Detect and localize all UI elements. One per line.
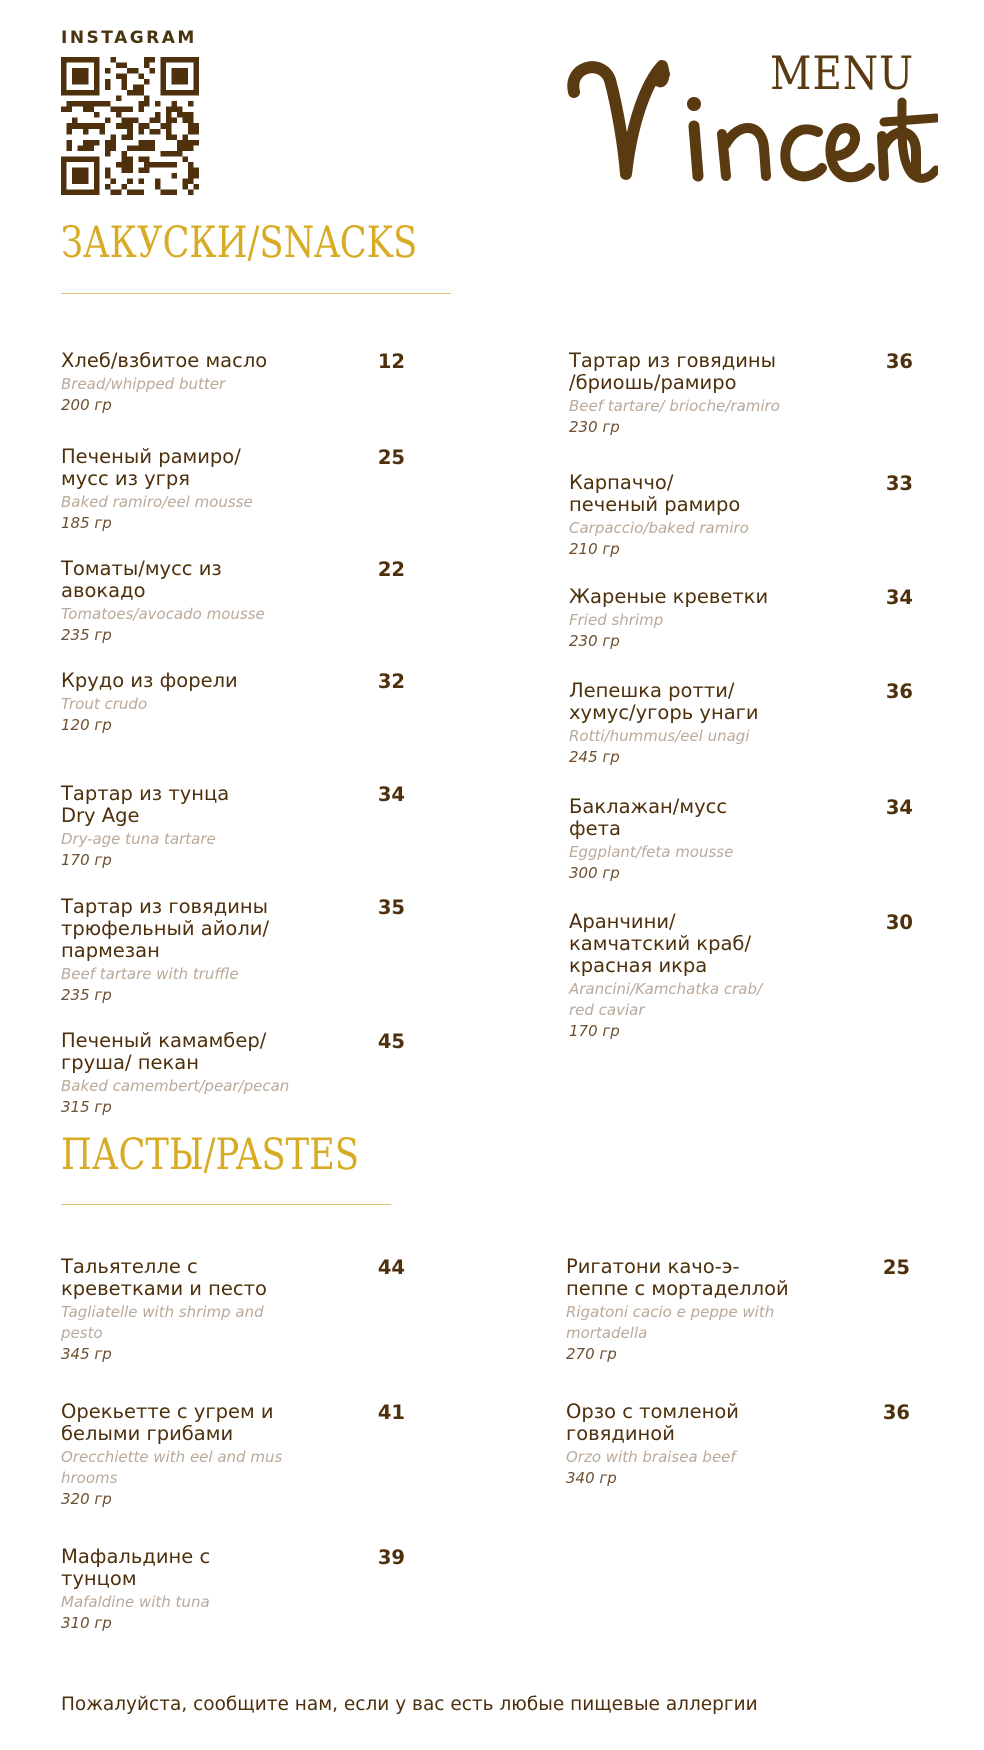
menu-item-description: Baked camembert/pear/pecan [61,1077,290,1095]
menu-item-weight: 310 гр [61,1614,112,1632]
section-title-pastes: ПАСТЫ/PASTES [61,1130,360,1180]
menu-item-description: Orzo with braisea beef [566,1448,736,1466]
menu-item-description: Baked ramiro/eel mousse [61,493,253,511]
menu-item-weight: 245 гр [569,748,620,766]
vincent-logo [566,52,938,192]
menu-item-price: 36 [885,350,913,373]
menu-item-name: Карпаччо/ печеный рамиро [569,471,741,516]
menu-item-weight: 345 гр [61,1345,112,1363]
menu-item-name: Лепешка ротти/ хумус/угорь унаги [569,679,759,724]
menu-heading: MENU [770,46,915,100]
menu-item-name: Баклажан/мусс фета [569,795,728,840]
menu-item-price: 36 [885,680,913,703]
instagram-qr-code[interactable] [61,57,199,195]
menu-item-price: 34 [377,783,405,806]
menu-item-name: Орзо с томленой говядиной [566,1400,739,1445]
menu-item-description: Fried shrimp [569,611,664,629]
menu-item-name: Крудо из форели [61,669,238,692]
menu-item-price: 34 [885,796,913,819]
allergy-notice: Пожалуйста, сообщите нам, если у вас есть любые пищевые аллергии [61,1694,758,1715]
menu-item-price: 36 [882,1401,910,1424]
menu-item-description: Arancini/Kamchatka crab/ red caviar [569,980,763,1019]
menu-item-description: Carpaccio/baked ramiro [569,519,749,537]
menu-item-weight: 320 гр [61,1490,112,1508]
menu-item-price: 34 [885,586,913,609]
menu-item-name: Печеный рамиро/ мусс из угря [61,445,241,490]
menu-item-description: Rigatoni cacio e peppe with mortadella [566,1303,775,1342]
menu-item-weight: 170 гр [569,1022,620,1040]
menu-item-description: Trout crudo [61,695,148,713]
menu-item-weight: 270 гр [566,1345,617,1363]
menu-item-name: Томаты/мусс из авокадо [61,557,222,602]
menu-item-weight: 235 гр [61,626,112,644]
menu-item-price: 35 [377,896,405,919]
menu-item-price: 22 [377,558,405,581]
menu-item-price: 30 [885,911,913,934]
menu-item-price: 33 [885,472,913,495]
menu-item-price: 25 [882,1256,910,1279]
menu-item-description: Eggplant/feta mousse [569,843,734,861]
menu-item-weight: 120 гр [61,716,112,734]
menu-item-name: Тартар из тунца Dry Age [61,782,230,827]
menu-item-description: Orecchiette with eel and mus hrooms [61,1448,283,1487]
menu-item-price: 44 [377,1256,405,1279]
section-underline [61,293,451,294]
menu-item-weight: 230 гр [569,632,620,650]
menu-item-name: Хлеб/взбитое масло [61,349,268,372]
menu-item-name: Печеный камамбер/ груша/ пекан [61,1029,267,1074]
section-underline [61,1204,391,1205]
menu-item-weight: 300 гр [569,864,620,882]
menu-item-description: Tagliatelle with shrimp and pesto [61,1303,264,1342]
menu-item-name: Жареные креветки [569,585,769,608]
menu-item-name: Мафальдине с тунцом [61,1545,211,1590]
section-title-snacks: ЗАКУСКИ/SNACKS [61,218,418,268]
menu-item-price: 12 [377,350,405,373]
menu-item-description: Mafaldine with tuna [61,1593,210,1611]
menu-item-description: Rotti/hummus/eel unagi [569,727,750,745]
menu-item-weight: 210 гр [569,540,620,558]
menu-item-description: Bread/whipped butter [61,375,226,393]
menu-item-name: Ригатони качо-э- пеппе с мортаделлой [566,1255,789,1300]
menu-item-description: Dry-age tuna tartare [61,830,216,848]
menu-item-name: Аранчини/ камчатский краб/ красная икра [569,910,752,977]
menu-item-price: 32 [377,670,405,693]
menu-item-name: Тальятелле с креветками и песто [61,1255,267,1300]
menu-item-weight: 340 гр [566,1469,617,1487]
menu-item-description: Beef tartare/ brioche/ramiro [569,397,780,415]
menu-item-weight: 315 гр [61,1098,112,1116]
menu-item-price: 25 [377,446,405,469]
menu-item-name: Тартар из говядины /бриошь/рамиро [569,349,777,394]
menu-item-weight: 200 гр [61,396,112,414]
menu-item-weight: 230 гр [569,418,620,436]
menu-item-name: Тартар из говядины трюфельный айоли/ пармезан [61,895,270,962]
menu-item-price: 45 [377,1030,405,1053]
menu-item-weight: 170 гр [61,851,112,869]
menu-item-price: 39 [377,1546,405,1569]
menu-item-weight: 185 гр [61,514,112,532]
menu-item-price: 41 [377,1401,405,1424]
instagram-label: INSTAGRAM [61,28,197,48]
menu-item-description: Beef tartare with truffle [61,965,239,983]
menu-item-name: Орекьетте с угрем и белыми грибами [61,1400,274,1445]
menu-item-description: Tomatoes/avocado mousse [61,605,265,623]
menu-item-weight: 235 гр [61,986,112,1004]
